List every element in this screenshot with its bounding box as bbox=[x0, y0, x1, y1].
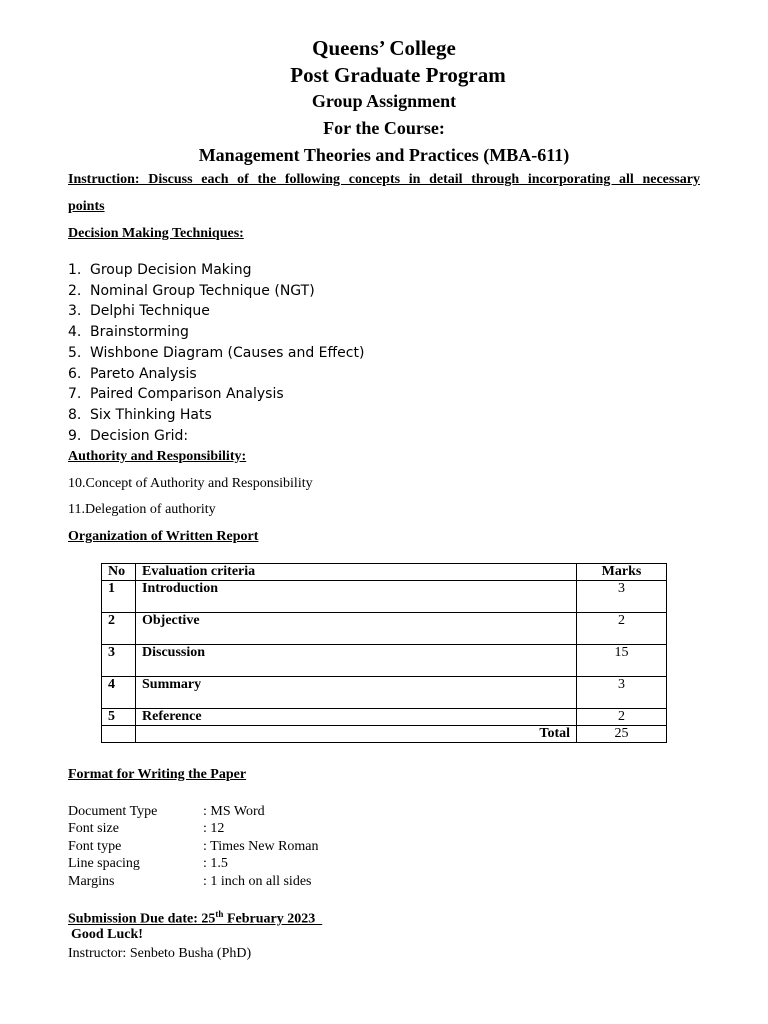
format-list bbox=[68, 803, 319, 890]
evaluation-table bbox=[101, 563, 667, 743]
list-item: Margins : 1 inch on all sides bbox=[68, 873, 312, 889]
list-item: 2. Nominal Group Technique (NGT) bbox=[68, 282, 315, 299]
list-item: 4. Brainstorming bbox=[68, 324, 189, 341]
total-value: 25 bbox=[577, 726, 667, 743]
list-item: 1. Group Decision Making bbox=[68, 262, 252, 278]
col-criteria-header: Evaluation criteria bbox=[136, 564, 577, 581]
list-item: Line spacing : 1.5 bbox=[68, 856, 228, 872]
table-row: 5 Reference 2 bbox=[102, 709, 667, 726]
list-item: 9. Decision Grid: bbox=[68, 427, 189, 444]
table-row: 2 Objective 2 bbox=[102, 613, 667, 645]
col-no-header: No bbox=[102, 564, 136, 581]
format-heading: Format for Writing the Paper bbox=[68, 767, 247, 782]
instruction-line-1: Instruction: Discuss each of the following concepts in detail through incorporating all necessary bbox=[68, 172, 700, 187]
course-label: For the Course: bbox=[323, 118, 445, 138]
report-heading: Organization of Written Report bbox=[68, 529, 259, 544]
course-name: Management Theories and Practices (MBA-611) bbox=[198, 145, 570, 165]
table-row: 1 Introduction 3 bbox=[102, 581, 667, 613]
instruction-line-2: points bbox=[68, 199, 105, 214]
list-item: Font type : Times New Roman bbox=[68, 838, 319, 854]
list-item: Document Type : MS Word bbox=[68, 804, 265, 819]
assignment-title: Group Assignment bbox=[311, 91, 457, 111]
list-item: 8. Six Thinking Hats bbox=[68, 406, 212, 423]
good-luck: Good Luck! bbox=[71, 927, 143, 942]
list-item: 5. Wishbone Diagram (Causes and Effect) bbox=[68, 344, 365, 361]
total-label: Total bbox=[136, 726, 577, 743]
list-item: 3. Delphi Technique bbox=[68, 303, 210, 320]
authority-heading: Authority and Responsibility: bbox=[68, 449, 247, 464]
due-date: Submission Due date: 25th February 2023 bbox=[68, 909, 323, 927]
table-total-row bbox=[102, 726, 667, 743]
decision-list bbox=[68, 260, 364, 446]
college-title: Queens’ College bbox=[312, 36, 456, 60]
authority-item-11: 11.Delegation of authority bbox=[68, 502, 216, 517]
table-header-row bbox=[102, 564, 667, 581]
table-row: 3 Discussion 15 bbox=[102, 645, 667, 677]
decision-heading: Decision Making Techniques: bbox=[68, 226, 244, 241]
col-marks-header: Marks bbox=[577, 564, 667, 581]
list-item: 7. Paired Comparison Analysis bbox=[68, 386, 284, 403]
authority-item-10: 10.Concept of Authority and Responsibility bbox=[68, 476, 313, 491]
table-row: 4 Summary 3 bbox=[102, 677, 667, 709]
list-item: 6. Pareto Analysis bbox=[68, 365, 197, 382]
program-title: Post Graduate Program bbox=[290, 63, 506, 87]
list-item: Font size : 12 bbox=[68, 821, 225, 837]
instructor: Instructor: Senbeto Busha (PhD) bbox=[68, 946, 252, 961]
